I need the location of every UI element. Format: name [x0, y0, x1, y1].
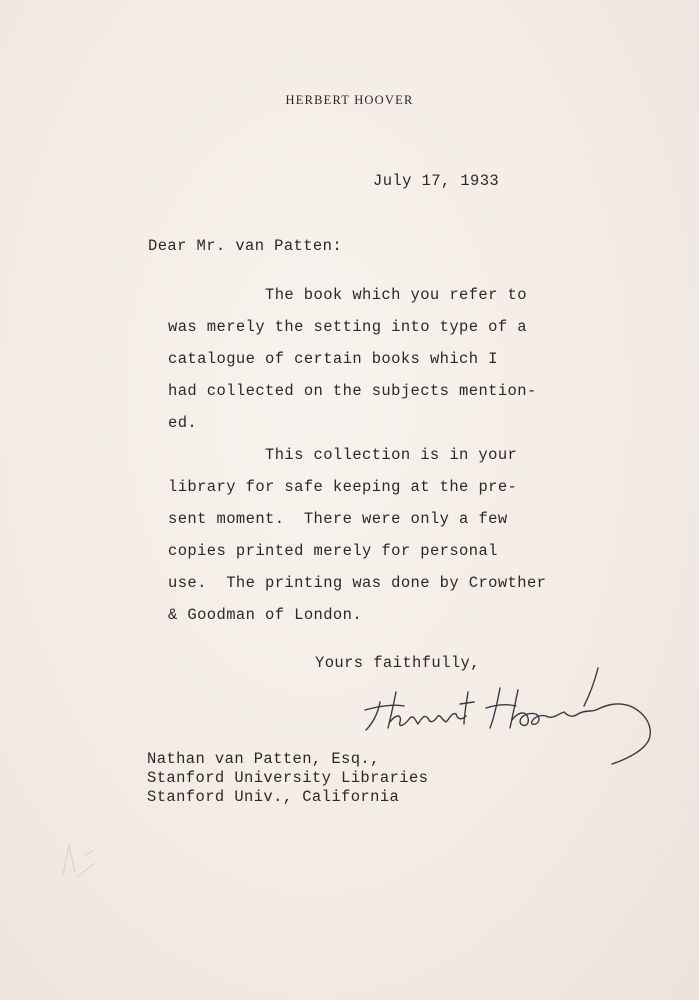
letterhead: HERBERT HOOVER	[285, 93, 414, 107]
body-line: library for safe keeping at the pre-	[168, 478, 518, 496]
body-line: sent moment. There were only a few	[168, 510, 508, 528]
recipient-line: Nathan van Patten, Esq.,	[147, 750, 380, 768]
body-line: had collected on the subjects mention-	[168, 382, 537, 400]
recipient-line: Stanford University Libraries	[147, 769, 429, 787]
body-line: was merely the setting into type of a	[168, 318, 527, 336]
body-line: The book which you refer to	[265, 286, 527, 304]
body-line: catalogue of certain books which I	[168, 350, 498, 368]
body-line: copies printed merely for personal	[168, 542, 498, 560]
body-line: ed.	[168, 414, 198, 432]
closing: Yours faithfully,	[315, 654, 480, 672]
body-line: use. The printing was done by Crowther	[168, 574, 547, 592]
body-line: & Goodman of London.	[168, 606, 363, 624]
signature	[360, 662, 680, 772]
salutation: Dear Mr. van Patten:	[148, 237, 343, 255]
letter-date: July 17, 1933	[373, 172, 500, 190]
body-line: This collection is in your	[265, 446, 518, 464]
pencil-mark	[55, 815, 135, 895]
recipient-line: Stanford Univ., California	[147, 788, 400, 806]
